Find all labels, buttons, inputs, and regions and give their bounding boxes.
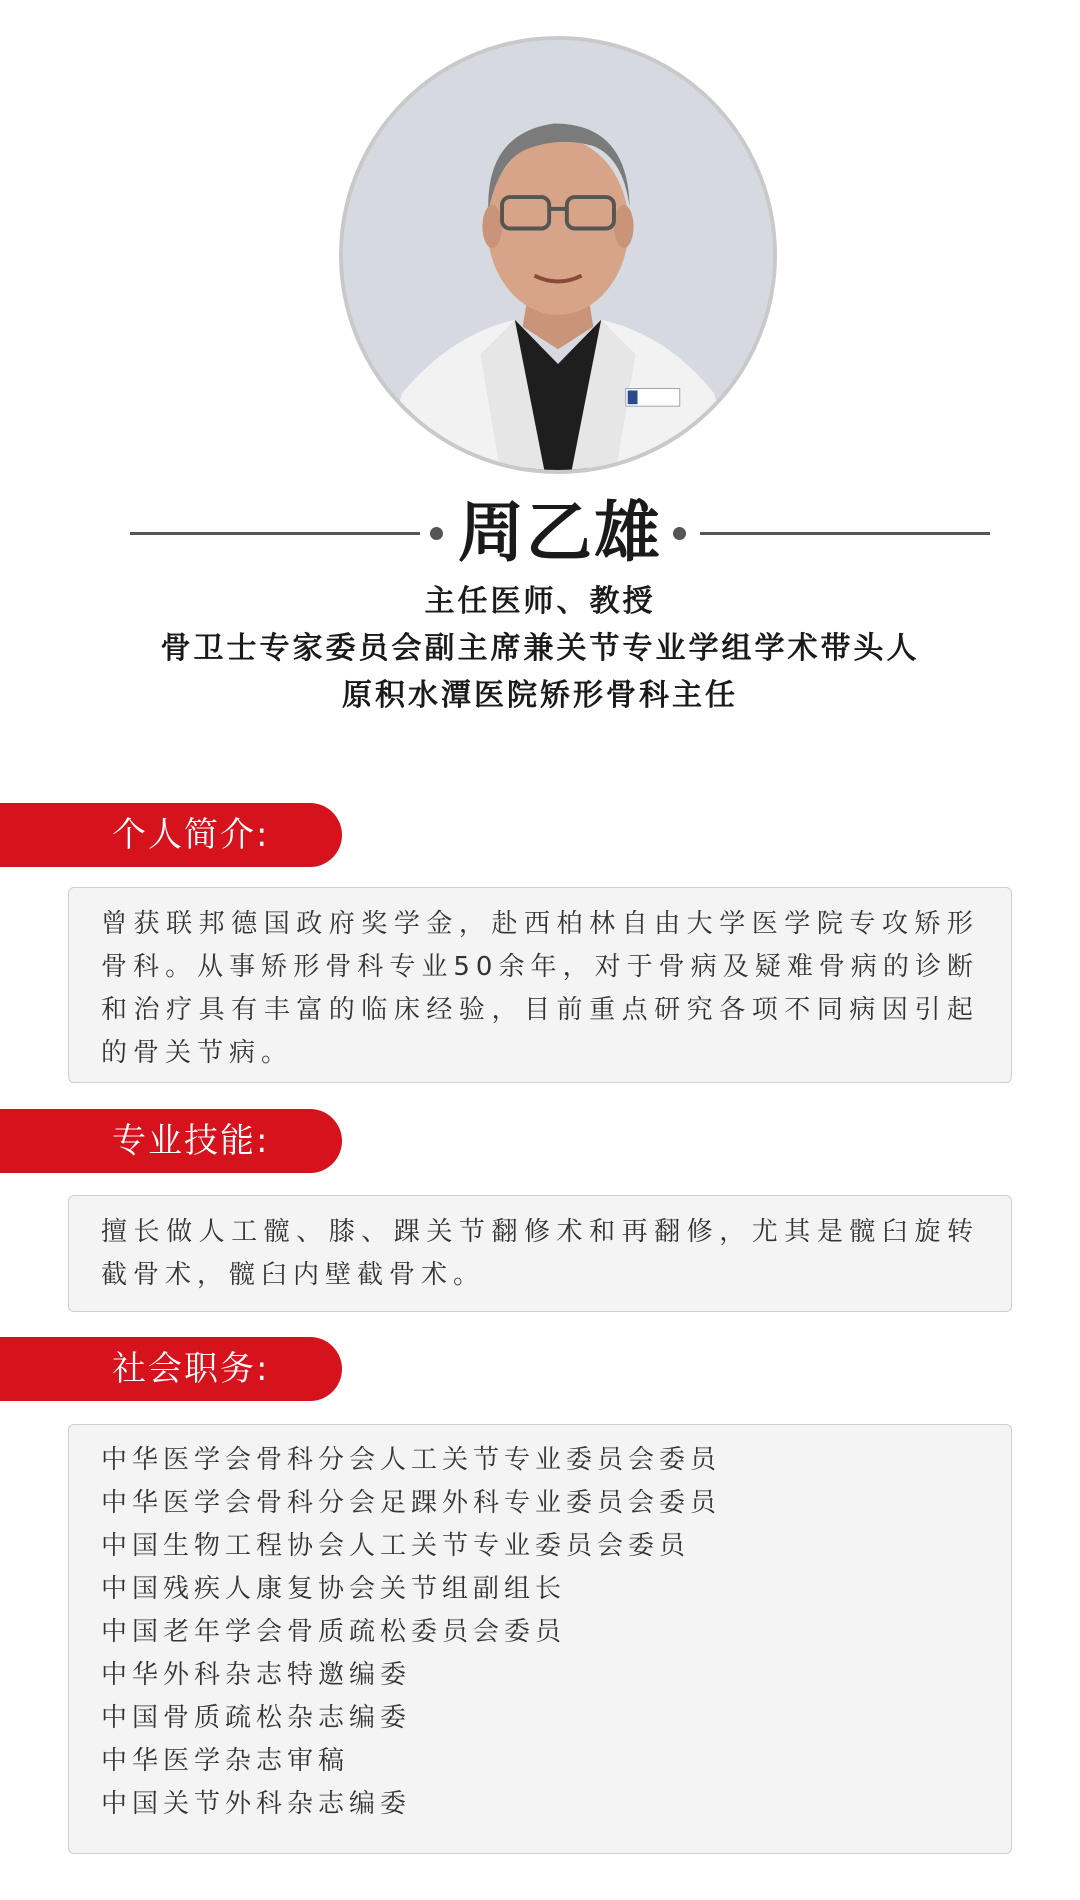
duty-item: 中华医学会骨科分会足踝外科专业委员会委员 xyxy=(101,1488,722,1518)
duty-item: 中华外科杂志特邀编委 xyxy=(101,1660,412,1690)
duty-item: 中华医学杂志审稿 xyxy=(101,1746,350,1776)
name-divider-left xyxy=(130,532,420,535)
title-line: 主任医师、教授 xyxy=(424,584,656,619)
section-tab-skills: 专业技能: xyxy=(0,1109,342,1173)
doctor-name: 周乙雄 xyxy=(458,494,662,571)
duty-item: 中国残疾人康复协会关节组副组长 xyxy=(101,1574,567,1604)
name-divider-right xyxy=(700,532,990,535)
section-tab-duties: 社会职务: xyxy=(0,1337,342,1401)
doctor-titles xyxy=(0,578,1080,719)
duty-item: 中国老年学会骨质疏松委员会委员 xyxy=(101,1617,567,1647)
doctor-portrait xyxy=(339,36,777,474)
name-header xyxy=(0,488,1080,578)
intro-text: 曾获联邦德国政府奖学金，赴西柏林自由大学医学院专攻矫形骨科。从事矫形骨科专业50余年，对于骨病及疑难骨病的诊断和治疗具有丰富的临床经验，目前重点研究各项不同病因引起的骨关节病。 xyxy=(101,909,979,1068)
skills-box xyxy=(68,1195,1012,1312)
intro-box xyxy=(68,887,1012,1083)
section-tab-intro: 个人简介: xyxy=(0,803,342,867)
portrait-image xyxy=(343,40,773,470)
title-line: 原积水潭医院矫形骨科主任 xyxy=(342,678,738,713)
title-line: 骨卫士专家委员会副主席兼关节专业学组学术带头人 xyxy=(160,631,920,666)
name-dot-left xyxy=(430,527,443,540)
duty-item: 中国骨质疏松杂志编委 xyxy=(101,1703,412,1733)
duties-box xyxy=(68,1424,1012,1854)
name-dot-right xyxy=(673,527,686,540)
duty-item: 中华医学会骨科分会人工关节专业委员会委员 xyxy=(101,1445,722,1475)
skills-text: 擅长做人工髋、膝、踝关节翻修术和再翻修，尤其是髋臼旋转截骨术，髋臼内壁截骨术。 xyxy=(101,1217,979,1290)
duty-item: 中国关节外科杂志编委 xyxy=(101,1789,412,1819)
duty-item: 中国生物工程协会人工关节专业委员会委员 xyxy=(101,1531,691,1561)
